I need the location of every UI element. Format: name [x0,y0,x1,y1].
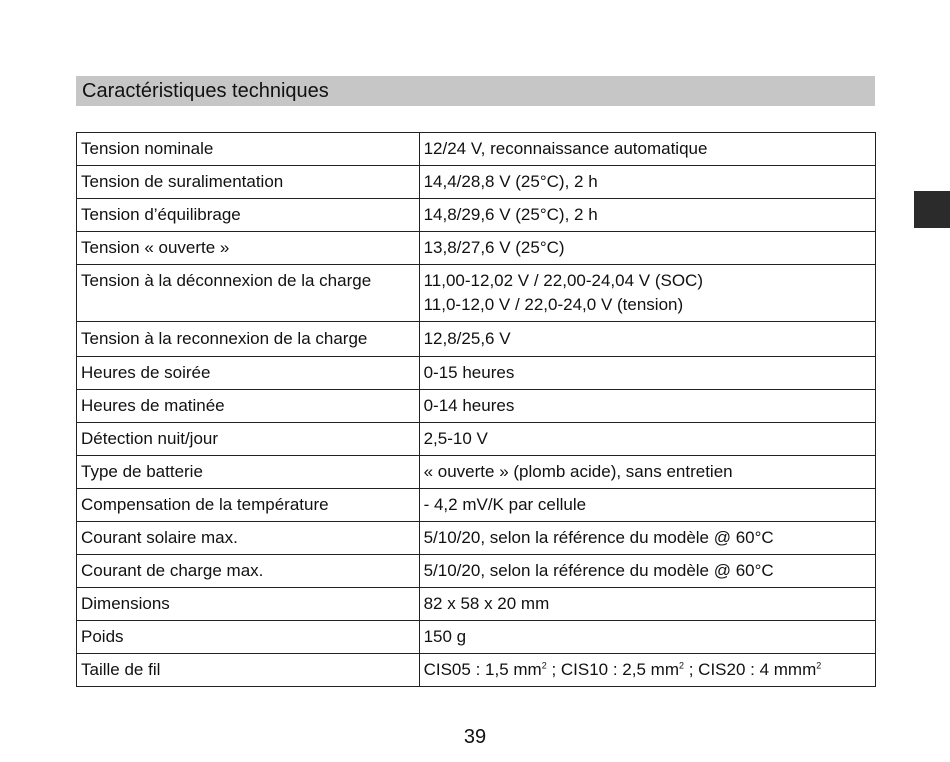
spec-label: Poids [77,621,420,654]
spec-label: Compensation de la température [77,489,420,522]
table-row [77,357,876,390]
spec-label: Tension à la reconnexion de la charge [77,322,420,357]
wire-size-cis05: CIS05 : 1,5 mm [423,660,542,679]
spec-value: 5/10/20, selon la référence du modèle @ 60°C [419,522,875,555]
table-row [77,322,876,357]
table-row [77,588,876,621]
chapter-tab-marker [914,191,950,228]
spec-label: Heures de matinée [77,390,420,423]
superscript-exponent: 2 [541,660,547,671]
spec-label: Tension à la déconnexion de la charge [77,265,420,322]
table-row [77,522,876,555]
spec-value: 82 x 58 x 20 mm [419,588,875,621]
superscript-exponent: 2 [678,660,684,671]
wire-size-cis20: ; CIS20 : 4 mmm [684,660,817,679]
table-row [77,489,876,522]
spec-value: 12/24 V, reconnaissance automatique [419,133,875,166]
spec-label: Courant solaire max. [77,522,420,555]
wire-size-cis10: ; CIS10 : 2,5 mm [546,660,679,679]
spec-value: 150 g [419,621,875,654]
spec-label: Type de batterie [77,456,420,489]
spec-label: Tension de suralimentation [77,166,420,199]
table-row [77,621,876,654]
spec-label: Tension nominale [77,133,420,166]
spec-label: Taille de fil [77,654,420,687]
spec-value: 0-15 heures [419,357,875,390]
table-row [77,423,876,456]
spec-value: 14,4/28,8 V (25°C), 2 h [419,166,875,199]
spec-value: 13,8/27,6 V (25°C) [419,232,875,265]
superscript-exponent: 2 [816,660,822,671]
spec-value: 12,8/25,6 V [419,322,875,357]
table-row [77,232,876,265]
spec-label: Tension d’équilibrage [77,199,420,232]
table-row [77,390,876,423]
spec-value: « ouverte » (plomb acide), sans entretien [419,456,875,489]
table-row [77,199,876,232]
spec-label: Heures de soirée [77,357,420,390]
spec-value: 0-14 heures [419,390,875,423]
specifications-table [76,132,876,687]
spec-value: - 4,2 mV/K par cellule [419,489,875,522]
spec-label: Détection nuit/jour [77,423,420,456]
spec-value [419,265,875,322]
spec-label: Dimensions [77,588,420,621]
table-row [77,133,876,166]
spec-label: Tension « ouverte » [77,232,420,265]
spec-value: 5/10/20, selon la référence du modèle @ 60°C [419,555,875,588]
spec-value-line: 11,00-12,02 V / 22,00-24,04 V (SOC) [423,271,703,290]
spec-label: Courant de charge max. [77,555,420,588]
table-row [77,654,876,687]
section-title: Caractéristiques techniques [76,76,875,106]
spec-value [419,654,875,687]
spec-value: 14,8/29,6 V (25°C), 2 h [419,199,875,232]
spec-value: 2,5-10 V [419,423,875,456]
table-row [77,555,876,588]
table-row [77,456,876,489]
page-number: 39 [463,726,487,748]
table-row [77,166,876,199]
table-row [77,265,876,322]
spec-value-line: 11,0-12,0 V / 22,0-24,0 V (tension) [423,295,684,314]
